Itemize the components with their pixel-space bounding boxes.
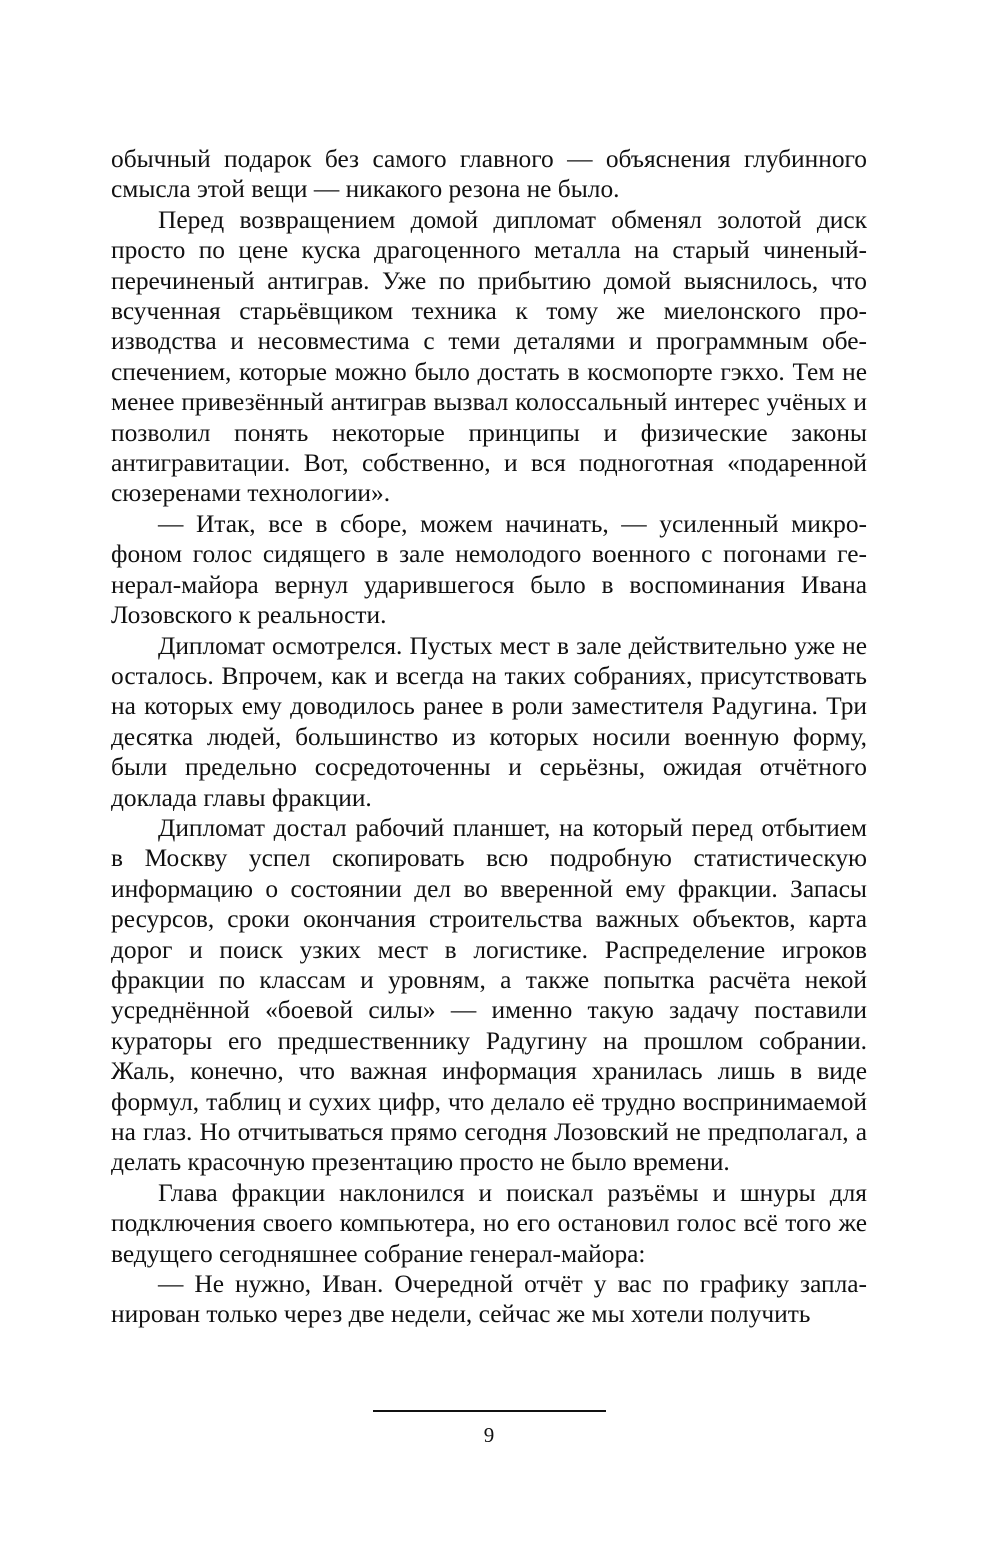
footer-divider (373, 1410, 606, 1412)
paragraph-6: Глава фракции наклонился и поискал разъёмы и шнуры для подключения своего компьютера, но его остановил голос всё того же ведущего сегодняшнее собрание генерал-майора: (111, 1178, 867, 1268)
page-number: 9 (483, 1423, 495, 1447)
paragraph-4: Дипломат осмотрелся. Пустых мест в зале действительно уже не осталось. Впрочем, как и всегда на таких собраниях, присутствовать на которых ему доводилось ранее в роли заместителя Радугина. Три десятка людей, большинство из которых носили военную форму, были предельно сосредоточенны и серьёзны, ожидая отчётного доклада главы фракции. (111, 631, 867, 812)
paragraph-1: обычный подарок без самого главного — объяснения глубинного смысла этой вещи — никакого резона не было. (111, 145, 867, 204)
paragraph-3: — Итак, все в сборе, можем начинать, — усиленный микрофоном голос сидящего в зале немолодого военного с погонами генерал-майора вернул ударившегося было в воспоминания Ивана Лозовского к реальности. (111, 509, 867, 630)
paragraph-2: Перед возвращением домой дипломат обменял золотой диск просто по цене куска драгоценного металла на старый чиненый-перечиненый антиграв. Уже по прибытию домой выяснилось, что всученная старьёвщиком техника к тому же миелонского производства и несовместима с теми деталями и программным обеспечением, которые можно было достать в космопорте гэкхо. Тем не менее привезённый антиграв вызвал колоссальный интерес учёных и позволил понять некоторые принципы и физические законы антигравитации. Вот, собственно, и вся подноготная «подаренной сюзеренами технологии». (111, 205, 867, 508)
paragraph-5: Дипломат достал рабочий планшет, на который перед отбытием в Москву успел скопировать всю подробную статистическую информацию о состоянии дел во вверенной ему фракции. Запасы ресурсов, сроки окончания строительства важных объектов, карта дорог и поиск узких мест в логистике. Распределение игроков фракции по классам и уровням, а также попытка расчёта некой усреднённой «боевой силы» — именно такую задачу поставили кураторы его предшественнику Радугину на прошлом собрании. Жаль, конечно, что важная информация хранилась лишь в виде формул, таблиц и сухих цифр, что делало её трудно воспринимаемой на глаз. Но отчитываться прямо сегодня Лозовский не предполагал, а делать красочную презентацию просто не было времени. (111, 813, 867, 1177)
paragraph-7: — Не нужно, Иван. Очередной отчёт у вас по графику запланирован только через две недели, сейчас же мы хотели получить (111, 1270, 867, 1329)
body-text (111, 144, 867, 1330)
